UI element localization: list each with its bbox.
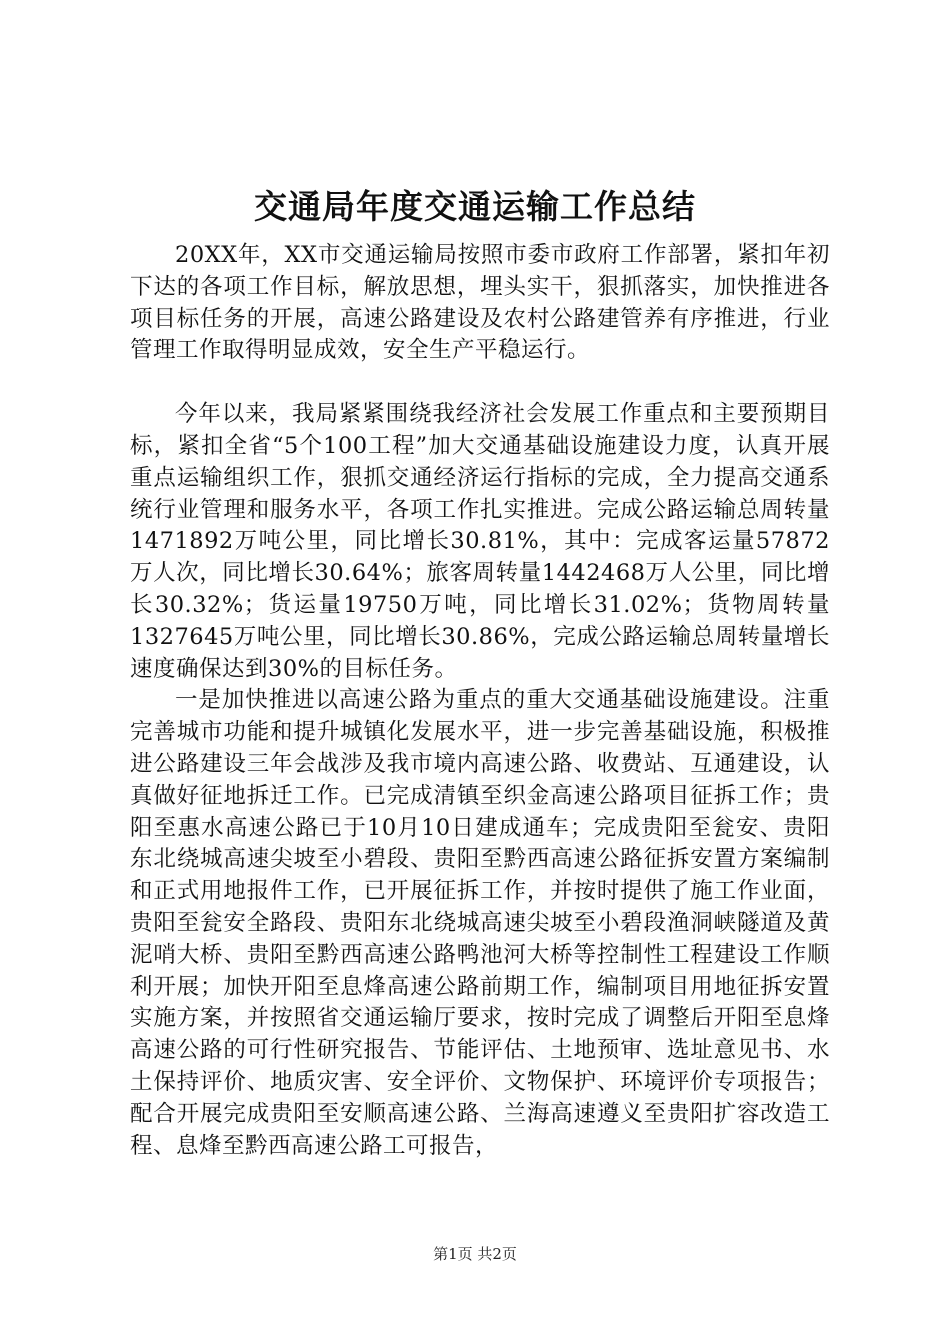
document-title: 交通局年度交通运输工作总结 <box>254 187 696 226</box>
paragraph-intro: 20XX年，XX市交通运输局按照市委市政府工作部署，紧扣年初下达的各项工作目标，解放思想，埋头实干，狠抓落实，加快推进各项目标任务的开展，高速公路建设及农村公路建管养有序推进，行业管理工作取得明显成效，安全生产平稳运行。 <box>130 242 830 364</box>
paragraph-highway-construction: 一是加快推进以高速公路为重点的重大交通基础设施建设。注重完善城市功能和提升城镇化发展水平，进一步完善基础设施，积极推进公路建设三年会战涉及我市境内高速公路、收费站、互通建设，认真做好征地拆迁工作。已完成清镇至织金高速公路项目征拆工作；贵阳至惠水高速公路已于10月10日建成通车；完成贵阳至瓮安、贵阳东北绕城高速尖坡至小碧段、贵阳至黔西高速公路征拆安置方案编制和正式用地报件工作，已开展征拆工作，并按时提供了施工作业面，贵阳至瓮安全路段、贵阳东北绕城高速尖坡至小碧段渔洞峡隧道及黄泥哨大桥、贵阳至黔西高速公路鸭池河大桥等控制性工程建设工作顺利开展；加快开阳至息烽高速公路前期工作，编制项目用地征拆安置实施方案，并按照省交通运输厅要求，按时完成了调整后开阳至息烽高速公路的可行性研究报告、节能评估、土地预审、选址意见书、水土保持评价、地质灾害、安全评价、文物保护、环境评价专项报告；配合开展完成贵阳至安顺高速公路、兰海高速遵义至贵阳扩容改造工程、息烽至黔西高速公路工可报告， <box>130 687 830 1159</box>
document-body <box>130 240 830 1162</box>
paragraph-overview: 今年以来，我局紧紧围绕我经济社会发展工作重点和主要预期目标，紧扣全省“5个100工程”加大交通基础设施建设力度，认真开展重点运输组织工作，狠抓交通经济运行指标的完成，全力提高交通系统行业管理和服务水平，各项工作扎实推进。完成公路运输总周转量1471892万吨公里，同比增长30.81%，其中：完成客运量57872万人次，同比增长30.64%；旅客周转量1442468万人公里，同比增长30.32%；货运量19750万吨，同比增长31.02%；货物周转量1327645万吨公里，同比增长30.86%，完成公路运输总周转量增长速度确保达到30%的目标任务。 <box>130 401 830 682</box>
page-footer: 第1页 共2页 <box>433 1245 517 1263</box>
paragraph-spacer <box>130 367 830 399</box>
